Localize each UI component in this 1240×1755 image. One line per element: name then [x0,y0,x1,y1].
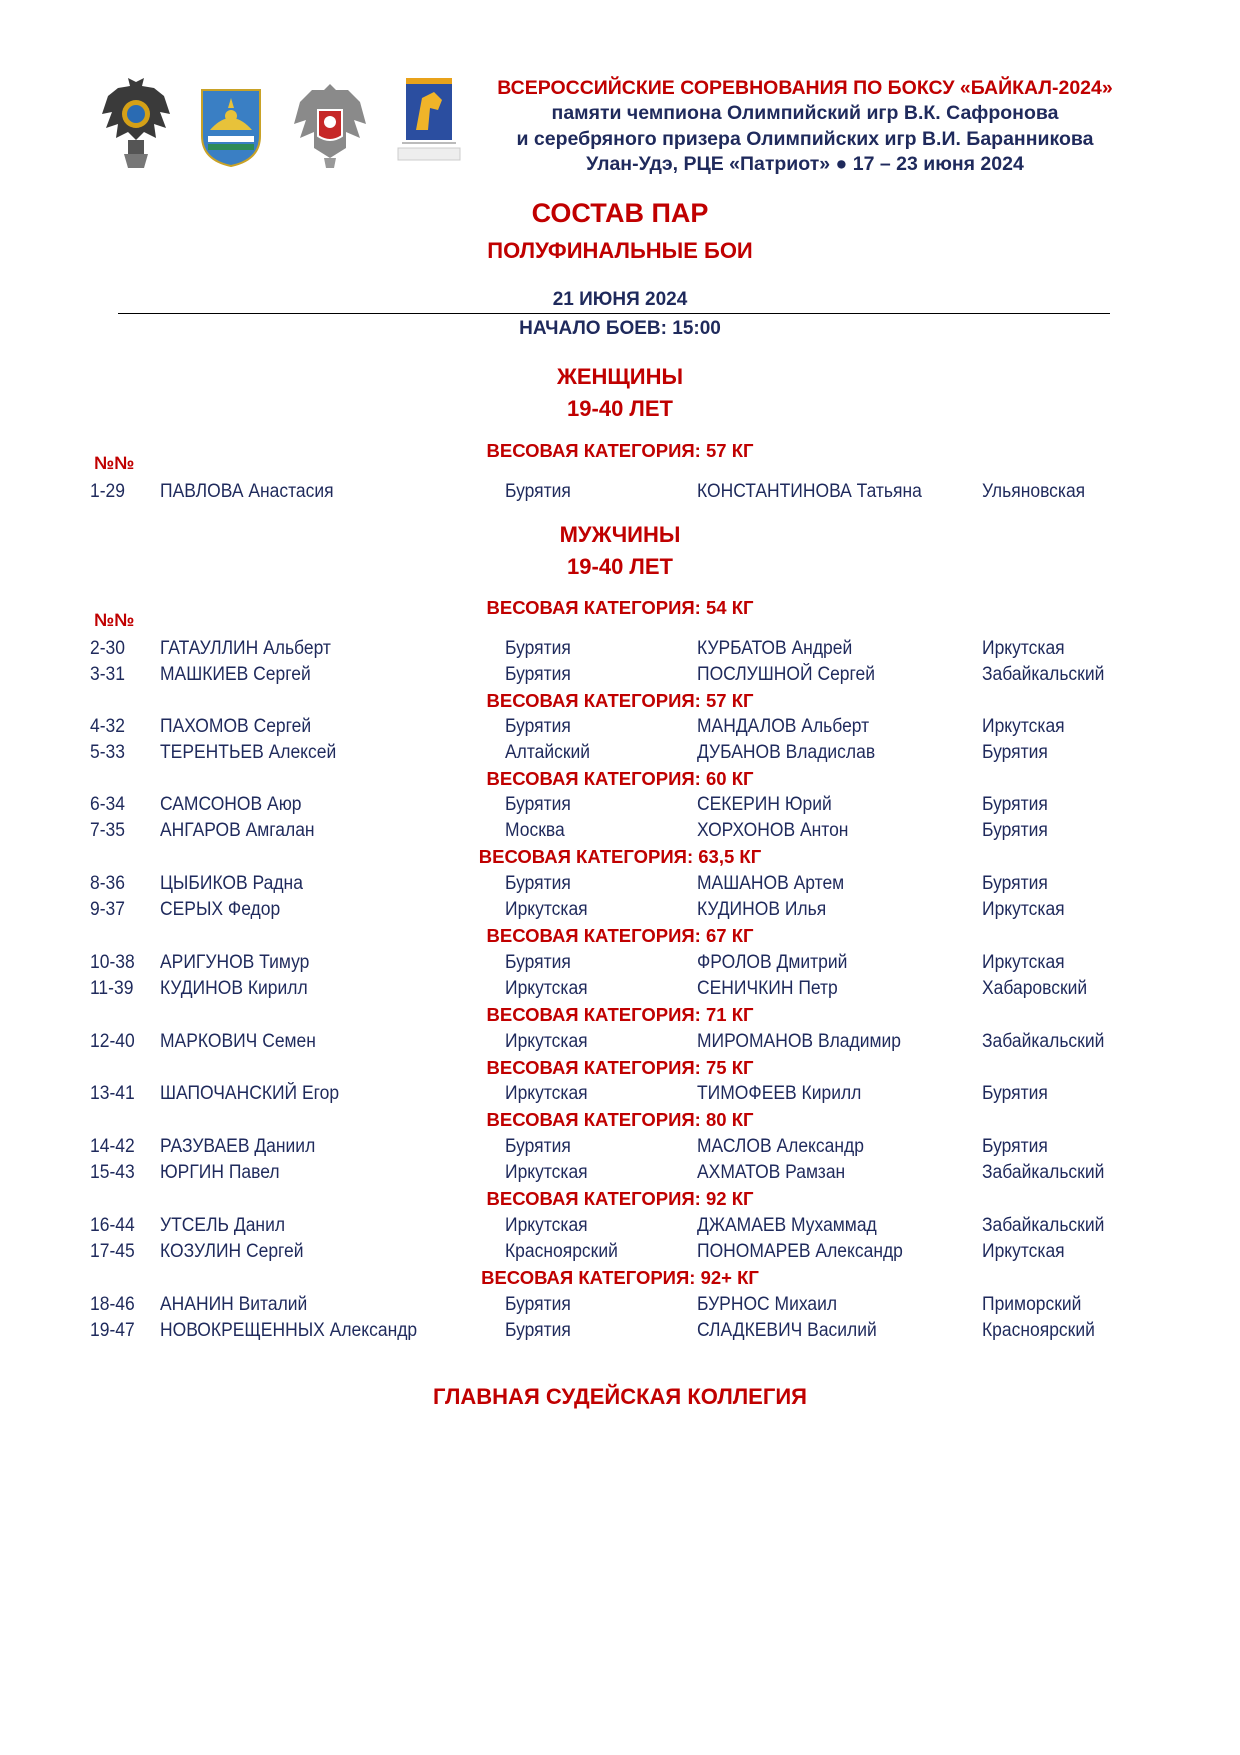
boxer-blue: СЕКЕРИН Юрий [697,794,832,815]
buryatia-coat-of-arms-icon [198,86,264,168]
judges-panel-signature: ГЛАВНАЯ СУДЕЙСКАЯ КОЛЛЕГИЯ [433,1384,807,1409]
boxer-blue: ПОСЛУШНОЙ Сергей [697,664,875,685]
bout-number: 16-44 [90,1215,135,1236]
section-men-label: МУЖЧИНЫ [559,522,681,547]
bout-number: 14-42 [90,1136,135,1157]
bout-number: 11-39 [90,978,134,999]
region-red: Иркутская [505,899,588,920]
boxer-red: ПАХОМОВ Сергей [160,716,312,737]
event-venue-dates: Улан-Удэ, РЦЕ «Патриот» ● 17 – 23 июня 2024 [586,153,1024,175]
region-blue: Забайкальский [982,664,1105,685]
weight-category-heading: ВЕСОВАЯ КАТЕГОРИЯ: 92+ КГ [481,1267,759,1288]
bout-number: 1-29 [90,481,125,502]
region-blue: Забайкальский [982,1215,1105,1236]
region-blue: Бурятия [982,873,1048,894]
weight-category-heading: ВЕСОВАЯ КАТЕГОРИЯ: 54 КГ [486,597,754,618]
region-blue: Приморский [982,1294,1082,1315]
boxer-blue: БУРНОС Михаил [697,1294,838,1315]
region-blue: Иркутская [982,952,1065,973]
boxer-blue: МАНДАЛОВ Альберт [697,716,870,737]
bout-number: 7-35 [90,820,125,841]
region-blue: Бурятия [982,794,1048,815]
region-red: Бурятия [505,952,571,973]
region-blue: Бурятия [982,742,1048,763]
bout-number: 8-36 [90,873,125,894]
boxer-red: ЦЫБИКОВ Радна [160,873,303,894]
weight-category-heading: ВЕСОВАЯ КАТЕГОРИЯ: 57 КГ [486,440,754,461]
boxer-red: САМСОНОВ Аюр [160,794,302,815]
region-blue: Иркутская [982,638,1065,659]
bout-number: 19-47 [90,1320,135,1341]
section-women-age: 19-40 ЛЕТ [567,396,673,421]
section-men-age: 19-40 ЛЕТ [567,554,673,579]
weight-category-heading: ВЕСОВАЯ КАТЕГОРИЯ: 75 КГ [486,1057,754,1078]
region-blue: Бурятия [982,1136,1048,1157]
weight-category-heading: ВЕСОВАЯ КАТЕГОРИЯ: 63,5 КГ [478,846,762,867]
start-time: НАЧАЛО БОЕВ: 15:00 [519,318,721,339]
bout-number: 9-37 [90,899,125,920]
boxer-red: КУДИНОВ Кирилл [160,978,308,999]
event-dedication-line2: и серебряного призера Олимпийских игр В.И. Баранникова [516,128,1094,150]
bout-number: 15-43 [90,1162,135,1183]
ministry-sport-emblem-icon [98,74,174,172]
boxer-blue: ХОРХОНОВ Антон [697,820,849,841]
boxer-red: НОВОКРЕЩЕННЫХ Александр [160,1320,418,1341]
weight-category-heading: ВЕСОВАЯ КАТЕГОРИЯ: 92 КГ [486,1188,754,1209]
bout-number: 3-31 [90,664,125,685]
boxer-blue: СЛАДКЕВИЧ Василий [697,1320,877,1341]
region-blue: Хабаровский [982,978,1088,999]
bout-number: 17-45 [90,1241,135,1262]
region-red: Иркутская [505,978,588,999]
boxer-red: ГАТАУЛЛИН Альберт [160,638,331,659]
event-dedication-line1: памяти чемпиона Олимпийский игр В.К. Сафронова [551,102,1059,124]
region-red: Бурятия [505,481,571,502]
weight-category-heading: ВЕСОВАЯ КАТЕГОРИЯ: 80 КГ [486,1109,754,1130]
weight-category-heading: ВЕСОВАЯ КАТЕГОРИЯ: 57 КГ [486,690,754,711]
boxer-blue: МАШАНОВ Артем [697,873,845,894]
region-red: Бурятия [505,1136,571,1157]
region-red: Бурятия [505,638,571,659]
bout-number-header: №№ [94,610,135,630]
weight-category-heading: ВЕСОВАЯ КАТЕГОРИЯ: 71 КГ [486,1004,754,1025]
divider-line [118,313,1110,314]
boxer-red: АНАНИН Виталий [160,1294,308,1315]
boxing-federation-emblem-icon [290,80,370,172]
boxer-red: КОЗУЛИН Сергей [160,1241,304,1262]
boxer-blue: СЕНИЧКИН Петр [697,978,838,999]
boxer-blue: МИРОМАНОВ Владимир [697,1031,902,1052]
region-red: Иркутская [505,1162,588,1183]
bout-number: 13-41 [90,1083,135,1104]
boxer-red: ПАВЛОВА Анастасия [160,481,334,502]
region-blue: Иркутская [982,899,1065,920]
bout-number: 12-40 [90,1031,135,1052]
region-blue: Иркутская [982,1241,1065,1262]
bout-number: 2-30 [90,638,125,659]
boxer-blue: ТИМОФЕЕВ Кирилл [697,1083,862,1104]
boxer-blue: ПОНОМАРЕВ Александр [697,1241,903,1262]
region-blue: Красноярский [982,1320,1095,1341]
boxer-blue: КОНСТАНТИНОВА Татьяна [697,481,922,502]
region-red: Красноярский [505,1241,618,1262]
region-red: Бурятия [505,664,571,685]
weight-category-heading: ВЕСОВАЯ КАТЕГОРИЯ: 60 КГ [486,768,754,789]
boxer-red: АНГАРОВ Амгалан [160,820,315,841]
event-title: ВСЕРОССИЙСКИЕ СОРЕВНОВАНИЯ ПО БОКСУ «БАЙКАЛ-2024» [497,77,1113,99]
region-blue: Бурятия [982,1083,1048,1104]
section-women-label: ЖЕНЩИНЫ [556,364,684,389]
region-red: Бурятия [505,716,571,737]
boxer-blue: АХМАТОВ Рамзан [697,1162,846,1183]
boxer-red: МАРКОВИЧ Семен [160,1031,316,1052]
region-red: Бурятия [505,1294,571,1315]
region-blue: Иркутская [982,716,1065,737]
bout-number: 4-32 [90,716,125,737]
boxer-red: УТСЕЛЬ Данил [160,1215,286,1236]
document-subtitle: ПОЛУФИНАЛЬНЫЕ БОИ [487,238,753,263]
region-red: Бурятия [505,873,571,894]
boxer-blue: ДЖАМАЕВ Мухаммад [697,1215,877,1236]
bout-number: 18-46 [90,1294,135,1315]
boxer-red: ТЕРЕНТЬЕВ Алексей [160,742,337,763]
boxer-red: ЮРГИН Павел [160,1162,280,1183]
boxer-blue: КУДИНОВ Илья [697,899,827,920]
boxer-red: АРИГУНОВ Тимур [160,952,310,973]
region-red: Алтайский [505,742,591,763]
bout-number: 5-33 [90,742,125,763]
region-red: Бурятия [505,794,571,815]
region-blue: Бурятия [982,820,1048,841]
region-blue: Забайкальский [982,1162,1105,1183]
region-red: Иркутская [505,1083,588,1104]
boxer-blue: ДУБАНОВ Владислав [697,742,876,763]
boxer-red: МАШКИЕВ Сергей [160,664,311,685]
competition-date: 21 ИЮНЯ 2024 [552,289,688,310]
region-blue: Забайкальский [982,1031,1105,1052]
region-red: Бурятия [505,1320,571,1341]
weight-category-heading: ВЕСОВАЯ КАТЕГОРИЯ: 67 КГ [486,925,754,946]
boxer-red: ШАПОЧАНСКИЙ Егор [160,1083,340,1104]
region-red: Иркутская [505,1215,588,1236]
bout-number: 10-38 [90,952,135,973]
region-red: Москва [505,820,565,841]
boxer-blue: КУРБАТОВ Андрей [697,638,853,659]
region-red: Иркутская [505,1031,588,1052]
bout-number-header: №№ [94,453,135,473]
document-title: СОСТАВ ПАР [531,198,709,228]
boxer-red: РАЗУВАЕВ Даниил [160,1136,316,1157]
region-blue: Ульяновская [982,481,1086,502]
boxer-blue: МАСЛОВ Александр [697,1136,864,1157]
bout-number: 6-34 [90,794,125,815]
boxer-blue: ФРОЛОВ Дмитрий [697,952,848,973]
boxer-red: СЕРЫХ Федор [160,899,281,920]
